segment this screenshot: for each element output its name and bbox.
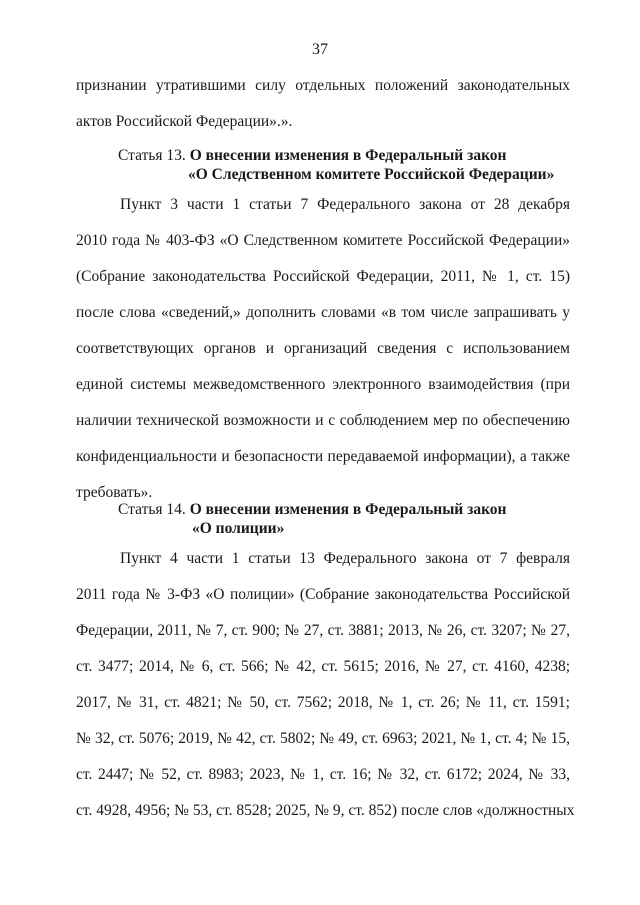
text-line: соответствующих органов и организаций сведения с использованием (76, 340, 570, 357)
text-line: ст. 2447; № 52, ст. 8983; 2023, № 1, ст. 16; № 32, ст. 6172; 2024, № 33, (76, 766, 570, 783)
text-line: 2011 года № 3-ФЗ «О полиции» (Собрание законодательства Российской (76, 586, 570, 603)
text-line: (Собрание законодательства Российской Федерации, 2011, № 1, ст. 15) (76, 268, 570, 285)
text-line: ст. 3477; 2014, № 6, ст. 566; № 42, ст. 5615; 2016, № 27, ст. 4160, 4238; (76, 658, 570, 675)
article-title-continuation: «О полиции» (192, 520, 285, 537)
article-number: Статья 14. (118, 501, 186, 518)
text-line: после слова «сведений,» дополнить словами «в том числе запрашивать у (76, 304, 570, 321)
intro-paragraph (76, 68, 570, 140)
article-title-continuation: «О Следственном комитете Российской Федерации» (188, 166, 555, 183)
article-number: Статья 13. (118, 147, 186, 164)
text-line: конфиденциальности и безопасности передаваемой информации), а также (76, 448, 570, 465)
text-line: признании утратившими силу отдельных положений законодательных (76, 77, 570, 94)
article-title: О внесении изменения в Федеральный закон (189, 501, 507, 518)
text-line: Пункт 3 части 1 статьи 7 Федерального закона от 28 декабря (120, 196, 570, 213)
article-13-heading (118, 146, 554, 184)
text-line: № 32, ст. 5076; 2019, № 42, ст. 5802; № 49, ст. 6963; 2021, № 1, ст. 4; № 15, (76, 730, 570, 747)
text-line: требовать». (76, 484, 153, 501)
article-13-body (76, 187, 570, 511)
text-line: Пункт 4 части 1 статьи 13 Федерального закона от 7 февраля (120, 550, 570, 567)
text-line: наличии технической возможности и с соблюдением мер по обеспечению (76, 412, 570, 429)
article-title: О внесении изменения в Федеральный закон (189, 147, 507, 164)
article-14-body (76, 541, 575, 829)
text-line: 2010 года № 403-ФЗ «О Следственном комитете Российской Федерации» (76, 232, 570, 249)
page-number: 37 (312, 41, 328, 58)
text-line: единой системы межведомственного электронного взаимодействия (при (76, 376, 570, 393)
text-line: актов Российской Федерации».». (76, 113, 293, 130)
text-line: 2017, № 31, ст. 4821; № 50, ст. 7562; 2018, № 1, ст. 26; № 11, ст. 1591; (76, 694, 570, 711)
article-14-heading (118, 500, 507, 538)
text-line: Федерации, 2011, № 7, ст. 900; № 27, ст. 3881; 2013, № 26, ст. 3207; № 27, (76, 622, 570, 639)
text-line: ст. 4928, 4956; № 53, ст. 8528; 2025, № 9, ст. 852) после слов «должностных (76, 802, 575, 819)
